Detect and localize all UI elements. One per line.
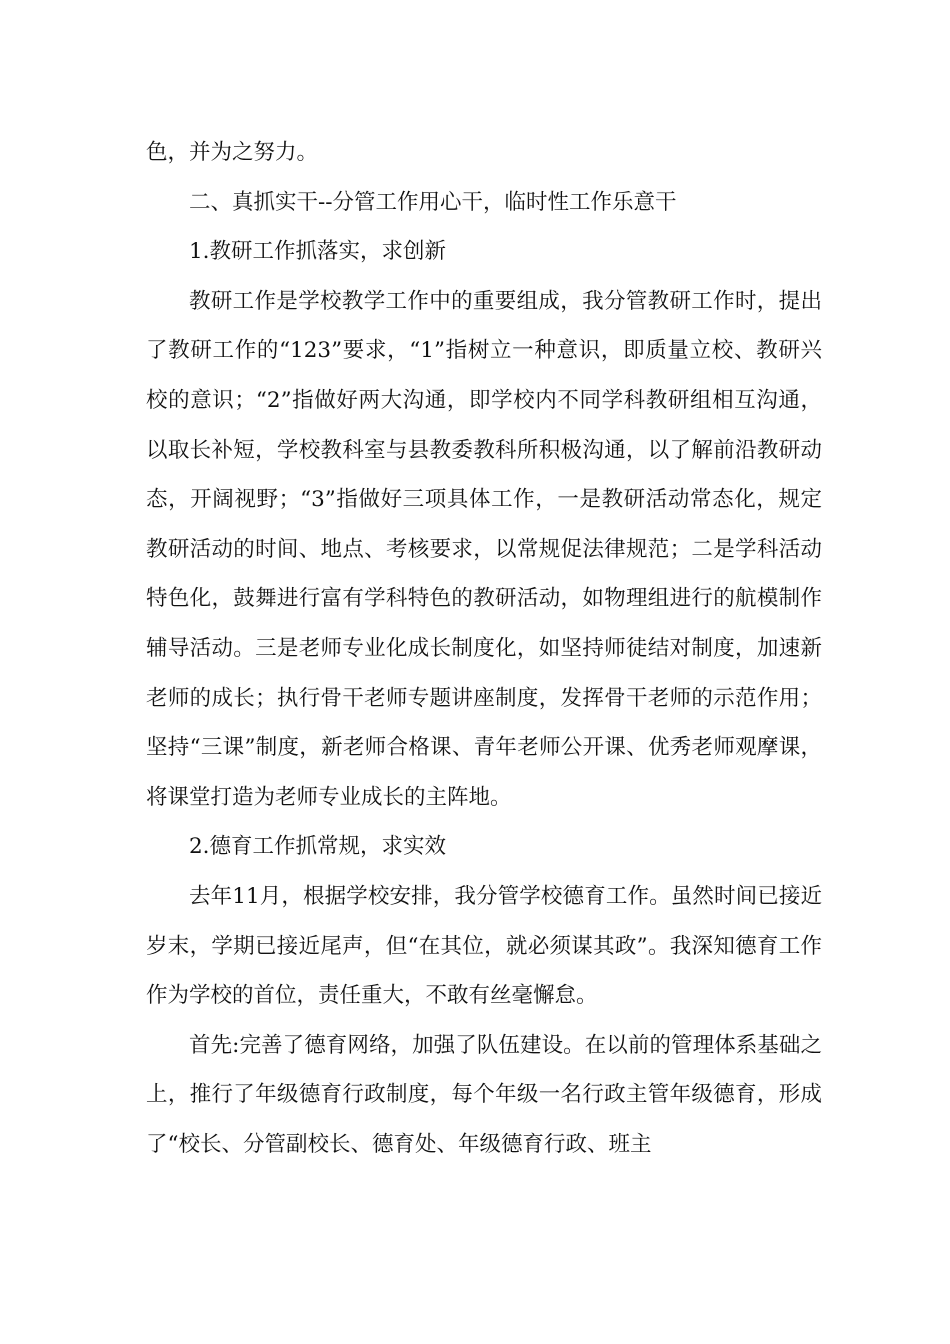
paragraph-moral-education-intro: 去年11月，根据学校安排，我分管学校德育工作。虽然时间已接近岁末，学期已接近尾声，但“在其位，就必须谋其政”。我深知德育工作作为学校的首位，责任重大，不敢有丝毫懈怠。	[146, 883, 822, 1009]
paragraph-teaching-research: 教研工作是学校教学工作中的重要组成，我分管教研工作时，提出了教研工作的“123”要求，“1”指树立一种意识，即质量立校、教研兴校的意识；“2”指做好两大沟通，即学校内不同学科教研组相互沟通，以取长补短，学校教科室与县教委教科所积极沟通，以了解前沿教研动态，开阔视野；“3”指做好三项具体工作，一是教研活动常态化，规定教研活动的时间、地点、考核要求，以常规促法律规范；二是学科活动特色化，鼓舞进行富有学科特色的教研活动，如物理组进行的航模制作辅导活动。三是老师专业化成长制度化，如坚持师徒结对制度，加速新老师的成长；执行骨干老师专题讲座制度，发挥骨干老师的示范作用；坚持“三课”制度，新老师合格课、青年老师公开课、优秀老师观摩课，将课堂打造为老师专业成长的主阵地。	[146, 288, 822, 810]
document-body	[146, 128, 822, 1169]
paragraph-moral-education-network: 首先:完善了德育网络，加强了队伍建设。在以前的管理体系基础之上，推行了年级德育行政制度，每个年级一名行政主管年级德育，形成了“校长、分管副校长、德育处、年级德育行政、班主	[146, 1032, 822, 1157]
subsection-heading-moral-education: 2.德育工作抓常规，求实效	[189, 834, 447, 860]
subsection-heading-teaching-research: 1.教研工作抓落实，求创新	[189, 239, 447, 265]
section-heading: 二、真抓实干--分管工作用心干，临时性工作乐意干	[189, 189, 677, 215]
paragraph-continuation: 色，并为之努力。	[146, 140, 319, 165]
